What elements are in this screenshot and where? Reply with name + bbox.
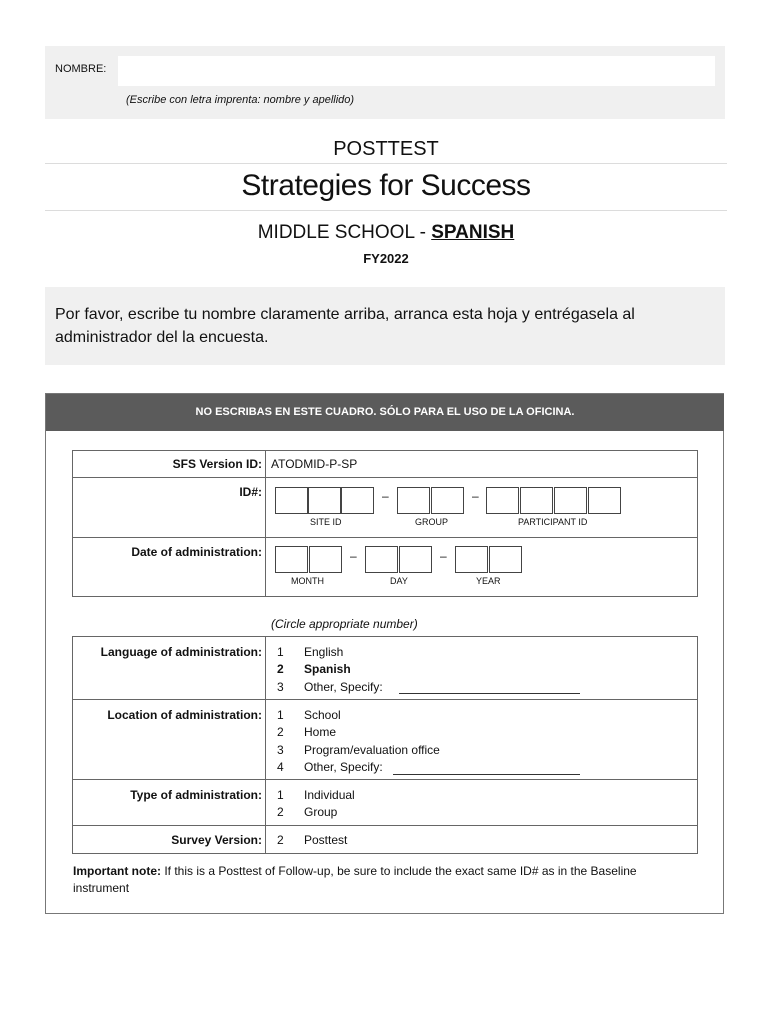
location-label: Location of administration: [107, 708, 262, 722]
posttest-label: POSTTEST [333, 138, 439, 160]
participant-digit-box[interactable] [486, 487, 519, 514]
participant-digit-box[interactable] [554, 487, 587, 514]
month-digit-box[interactable] [309, 546, 342, 573]
day-caption: DAY [390, 576, 408, 586]
location-specify-line[interactable] [393, 774, 580, 775]
language-option-other: Other, Specify: [304, 680, 383, 694]
office-use-header: NO ESCRIBAS EN ESTE CUADRO. SÓLO PARA EL USO DE LA OFICINA. [46, 394, 724, 431]
site-id-caption: SITE ID [310, 517, 342, 527]
circle-note: (Circle appropriate number) [271, 617, 418, 631]
id-dash: – [472, 489, 479, 503]
participant-digit-box[interactable] [588, 487, 621, 514]
language-option-number[interactable]: 3 [277, 680, 284, 694]
date-dash: – [350, 549, 357, 563]
table-row-divider [72, 537, 698, 538]
page-title: Strategies for Success [241, 169, 531, 202]
table-column-divider [265, 636, 266, 853]
type-option-group: Group [304, 805, 338, 819]
date-dash: – [440, 549, 447, 563]
location-option-other: Other, Specify: [304, 760, 383, 774]
id-table [72, 450, 698, 597]
language-option-number[interactable]: 1 [277, 645, 284, 659]
location-option-number[interactable]: 3 [277, 743, 284, 757]
group-caption: GROUP [415, 517, 449, 527]
participant-digit-box[interactable] [520, 487, 553, 514]
table-row-divider [72, 779, 698, 780]
location-option-office: Program/evaluation office [304, 743, 440, 757]
important-note-text: If this is a Posttest of Follow-up, be sure to include the exact same ID# as in the Baseline instrument [73, 864, 637, 895]
id-dash: – [382, 489, 389, 503]
type-option-individual: Individual [304, 788, 355, 802]
fiscal-year: FY2022 [363, 251, 409, 266]
name-input[interactable] [118, 56, 715, 86]
location-option-number[interactable]: 2 [277, 725, 284, 739]
sfs-version-label: SFS Version ID: [172, 457, 262, 471]
date-label: Date of administration: [131, 545, 262, 559]
instructions-text: Por favor, escribe tu nombre claramente arriba, arranca esta hoja y entrégasela al administrador del la encuesta. [55, 306, 635, 346]
table-row-divider [72, 699, 698, 700]
sfs-version-value: ATODMID-P-SP [271, 457, 358, 471]
important-note-label: Important note: [73, 864, 161, 878]
id-label: ID#: [239, 485, 262, 499]
language-option-english: English [304, 645, 344, 659]
important-note [73, 863, 683, 897]
type-option-number[interactable]: 2 [277, 805, 284, 819]
year-digit-box[interactable] [455, 546, 488, 573]
language-option-number[interactable]: 2 [277, 662, 284, 676]
site-id-digit-box[interactable] [341, 487, 374, 514]
year-digit-box[interactable] [489, 546, 522, 573]
table-row-divider [72, 825, 698, 826]
participant-id-caption: PARTICIPANT ID [518, 517, 588, 527]
survey-version-number: 2 [277, 833, 284, 847]
table-column-divider [265, 450, 266, 596]
divider [45, 163, 727, 164]
day-digit-box[interactable] [365, 546, 398, 573]
type-label: Type of administration: [130, 788, 262, 802]
month-caption: MONTH [291, 576, 324, 586]
subtitle-prefix: MIDDLE SCHOOL - [257, 222, 432, 243]
name-label: NOMBRE: [55, 63, 107, 75]
group-digit-box[interactable] [397, 487, 430, 514]
divider [45, 210, 727, 211]
year-caption: YEAR [476, 576, 501, 586]
day-digit-box[interactable] [399, 546, 432, 573]
language-specify-line[interactable] [399, 693, 580, 694]
location-option-number[interactable]: 1 [277, 708, 284, 722]
subtitle [45, 222, 727, 244]
survey-version-label: Survey Version: [171, 833, 262, 847]
site-id-digit-box[interactable] [308, 487, 341, 514]
language-option-spanish: Spanish [304, 662, 351, 676]
location-option-home: Home [304, 725, 337, 739]
survey-version-text: Posttest [304, 833, 348, 847]
subtitle-language: SPANISH [431, 222, 515, 243]
location-option-school: School [304, 708, 341, 722]
name-hint: (Escribe con letra imprenta: nombre y apellido) [126, 94, 355, 106]
type-option-number[interactable]: 1 [277, 788, 284, 802]
site-id-digit-box[interactable] [275, 487, 308, 514]
table-row-divider [72, 477, 698, 478]
month-digit-box[interactable] [275, 546, 308, 573]
location-option-number[interactable]: 4 [277, 760, 284, 774]
language-label: Language of administration: [100, 645, 262, 659]
group-digit-box[interactable] [431, 487, 464, 514]
